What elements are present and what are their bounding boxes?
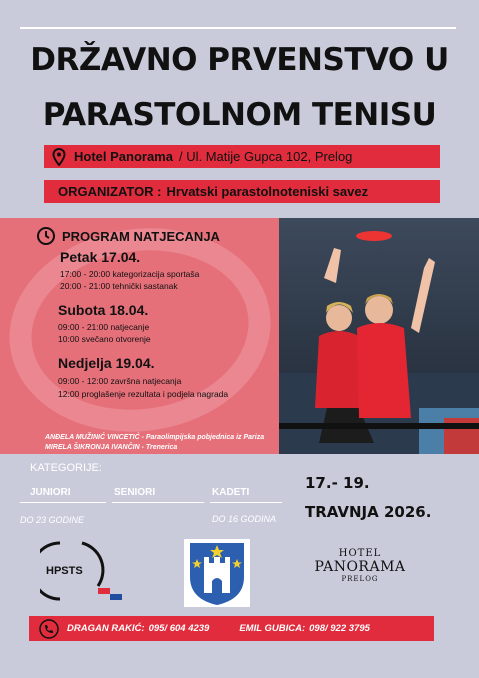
category-juniors: JUNIORI [30, 487, 71, 498]
coat-of-arms-icon [184, 539, 250, 607]
organizer-bar [44, 180, 440, 203]
organizer-name: Hrvatski parastolnoteniski savez [166, 184, 369, 199]
athletes-photo [279, 218, 479, 454]
day-saturday: Subota 18.04. [58, 302, 149, 318]
category-cadets: KADETI [212, 487, 250, 498]
contact-bar [29, 616, 434, 641]
venue-address: / Ul. Matije Gupca 102, Prelog [178, 149, 353, 164]
hotel-logo-line-1: HOTEL [338, 548, 382, 559]
day-friday: Petak 17.04. [60, 249, 141, 265]
category-divider-1 [20, 502, 106, 503]
venue-name: Hotel Panorama [74, 149, 173, 164]
title-line-1: DRŽAVNO PRVENSTVO U [30, 42, 449, 78]
day-sunday: Nedjelja 19.04. [58, 355, 155, 371]
contact-1-phone[interactable]: 095/ 604 4239 [148, 623, 210, 634]
phone-icon [39, 619, 59, 639]
credit-athlete: ANĐELA MUŽINIĆ VINCETIĆ - Paraolimpijska pobjednica iz Pariza [45, 434, 265, 441]
category-seniors: SENIORI [114, 487, 156, 498]
contact-1-name: DRAGAN RAKIĆ: [67, 623, 145, 634]
top-divider [20, 27, 456, 29]
title-line-2: PARASTOLNOM TENISU [42, 97, 437, 133]
saturday-line-1: 09:00 - 21:00 natjecanje [58, 322, 150, 332]
hotel-logo-line-3: PRELOG [341, 575, 379, 583]
organizer-label: ORGANIZATOR : [58, 184, 162, 199]
sunday-line-1: 09:00 - 12:00 završna natjecanja [58, 376, 182, 386]
friday-line-1: 17:00 - 20:00 kategorizacija sportaša [60, 269, 200, 279]
cadets-age-limit: DO 16 GODINA [212, 514, 277, 524]
contact-2-phone[interactable]: 098/ 922 3795 [309, 623, 370, 634]
venue-bar [44, 145, 440, 168]
saturday-line-2: 10:00 svečano otvorenje [58, 334, 151, 344]
hotel-logo-line-2: PANORAMA [314, 559, 406, 575]
location-pin-icon [52, 148, 66, 166]
clock-icon [36, 226, 56, 246]
sunday-line-2: 12:00 proglašenje rezultata i podjela nagrada [58, 389, 229, 399]
dates-line-1: 17.- 19. [305, 474, 370, 492]
friday-line-2: 20:00 - 21:00 tehnički sastanak [60, 281, 178, 291]
category-divider-2 [112, 502, 204, 503]
hotel-panorama-logo [300, 548, 420, 590]
category-divider-3 [210, 502, 282, 503]
categories-label: KATEGORIJE: [30, 462, 102, 474]
credit-coach: MIRELA ŠIKRONJA IVANČIN - Trenerica [45, 444, 178, 451]
juniors-age-limit: DO 23 GODINE [20, 515, 85, 525]
dates-line-2: TRAVNJA 2026. [305, 503, 432, 521]
contact-2-name: EMIL GUBICA: [239, 623, 306, 634]
hpsts-logo-text: HPSTS [46, 565, 83, 577]
program-title: PROGRAM NATJECANJA [62, 229, 220, 244]
hpsts-logo [40, 538, 130, 604]
